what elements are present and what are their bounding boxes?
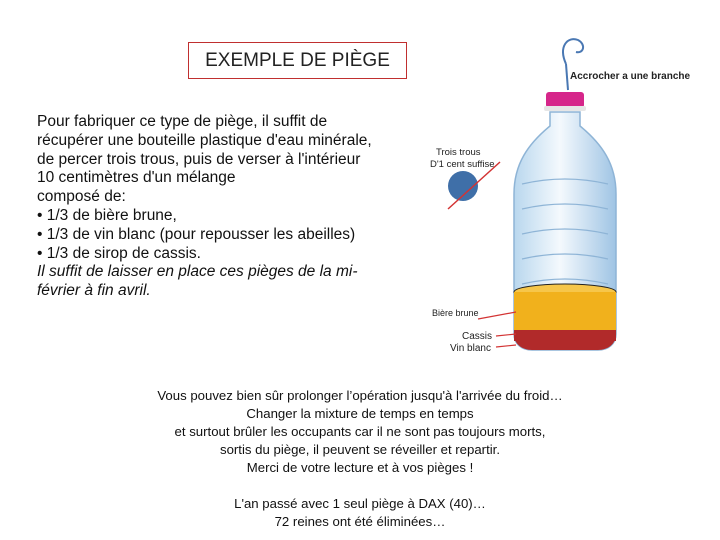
hook-wire — [566, 64, 568, 90]
intro-text — [37, 113, 417, 301]
footer-line: Vous pouvez bien sûr prolonger l’opération jusqu'à l'arrivée du froid… — [157, 388, 563, 403]
intro-line: Pour fabriquer ce type de piège, il suffit de — [37, 113, 328, 130]
intro-note: Il suffit de laisser en place ces pièges de la mi- — [37, 263, 358, 281]
footer-line: Changer la mixture de temps en temps — [246, 406, 474, 421]
holes-label: D'1 cent suffise — [430, 159, 495, 170]
hook-label: Accrocher a une branche — [570, 71, 691, 82]
cassis-layer — [514, 330, 616, 341]
page-title: EXEMPLE DE PIÈGE — [205, 49, 390, 71]
holes-label: Trois trous — [436, 147, 481, 158]
arrow-icon — [478, 312, 516, 319]
footer-line: 72 reines ont été éliminées… — [274, 514, 446, 529]
bottle-trap-illustration — [418, 34, 720, 364]
title-box — [188, 42, 407, 79]
arrow-icon — [496, 334, 516, 336]
intro-line: récupérer une bouteille plastique d'eau minérale, — [37, 131, 372, 149]
hook-wire — [563, 39, 583, 64]
intro-line: composé de: — [37, 188, 126, 206]
ingredient-item: • 1/3 de vin blanc (pour repousser les abeilles) — [37, 225, 356, 243]
ingredient-item: • 1/3 de sirop de cassis. — [37, 244, 201, 262]
footer-line: sortis du piège, il peuvent se réveiller et repartir. — [219, 442, 500, 457]
intro-line: 10 centimètres d'un mélange — [37, 169, 236, 187]
footer-line: et surtout brûler les occupants car il ne sont pas toujours morts, — [174, 424, 546, 439]
arrow-icon — [496, 345, 516, 347]
footer-line: Merci de votre lecture et à vos pièges ! — [246, 460, 474, 475]
wine-label: Vin blanc — [450, 343, 491, 354]
bottle-cap-icon — [546, 92, 584, 108]
intro-line: de percer trois trous, puis de verser à l'intérieur — [37, 150, 361, 168]
ingredient-item: • 1/3 de bière brune, — [37, 206, 177, 224]
cassis-label: Cassis — [462, 331, 493, 342]
intro-note: février à fin avril. — [37, 282, 151, 300]
beer-label: Bière brune — [432, 308, 479, 318]
beer-layer — [514, 292, 616, 330]
footer-line: L'an passé avec 1 seul piège à DAX (40)… — [234, 496, 486, 511]
spacer — [100, 477, 620, 495]
footer-text — [100, 387, 620, 531]
